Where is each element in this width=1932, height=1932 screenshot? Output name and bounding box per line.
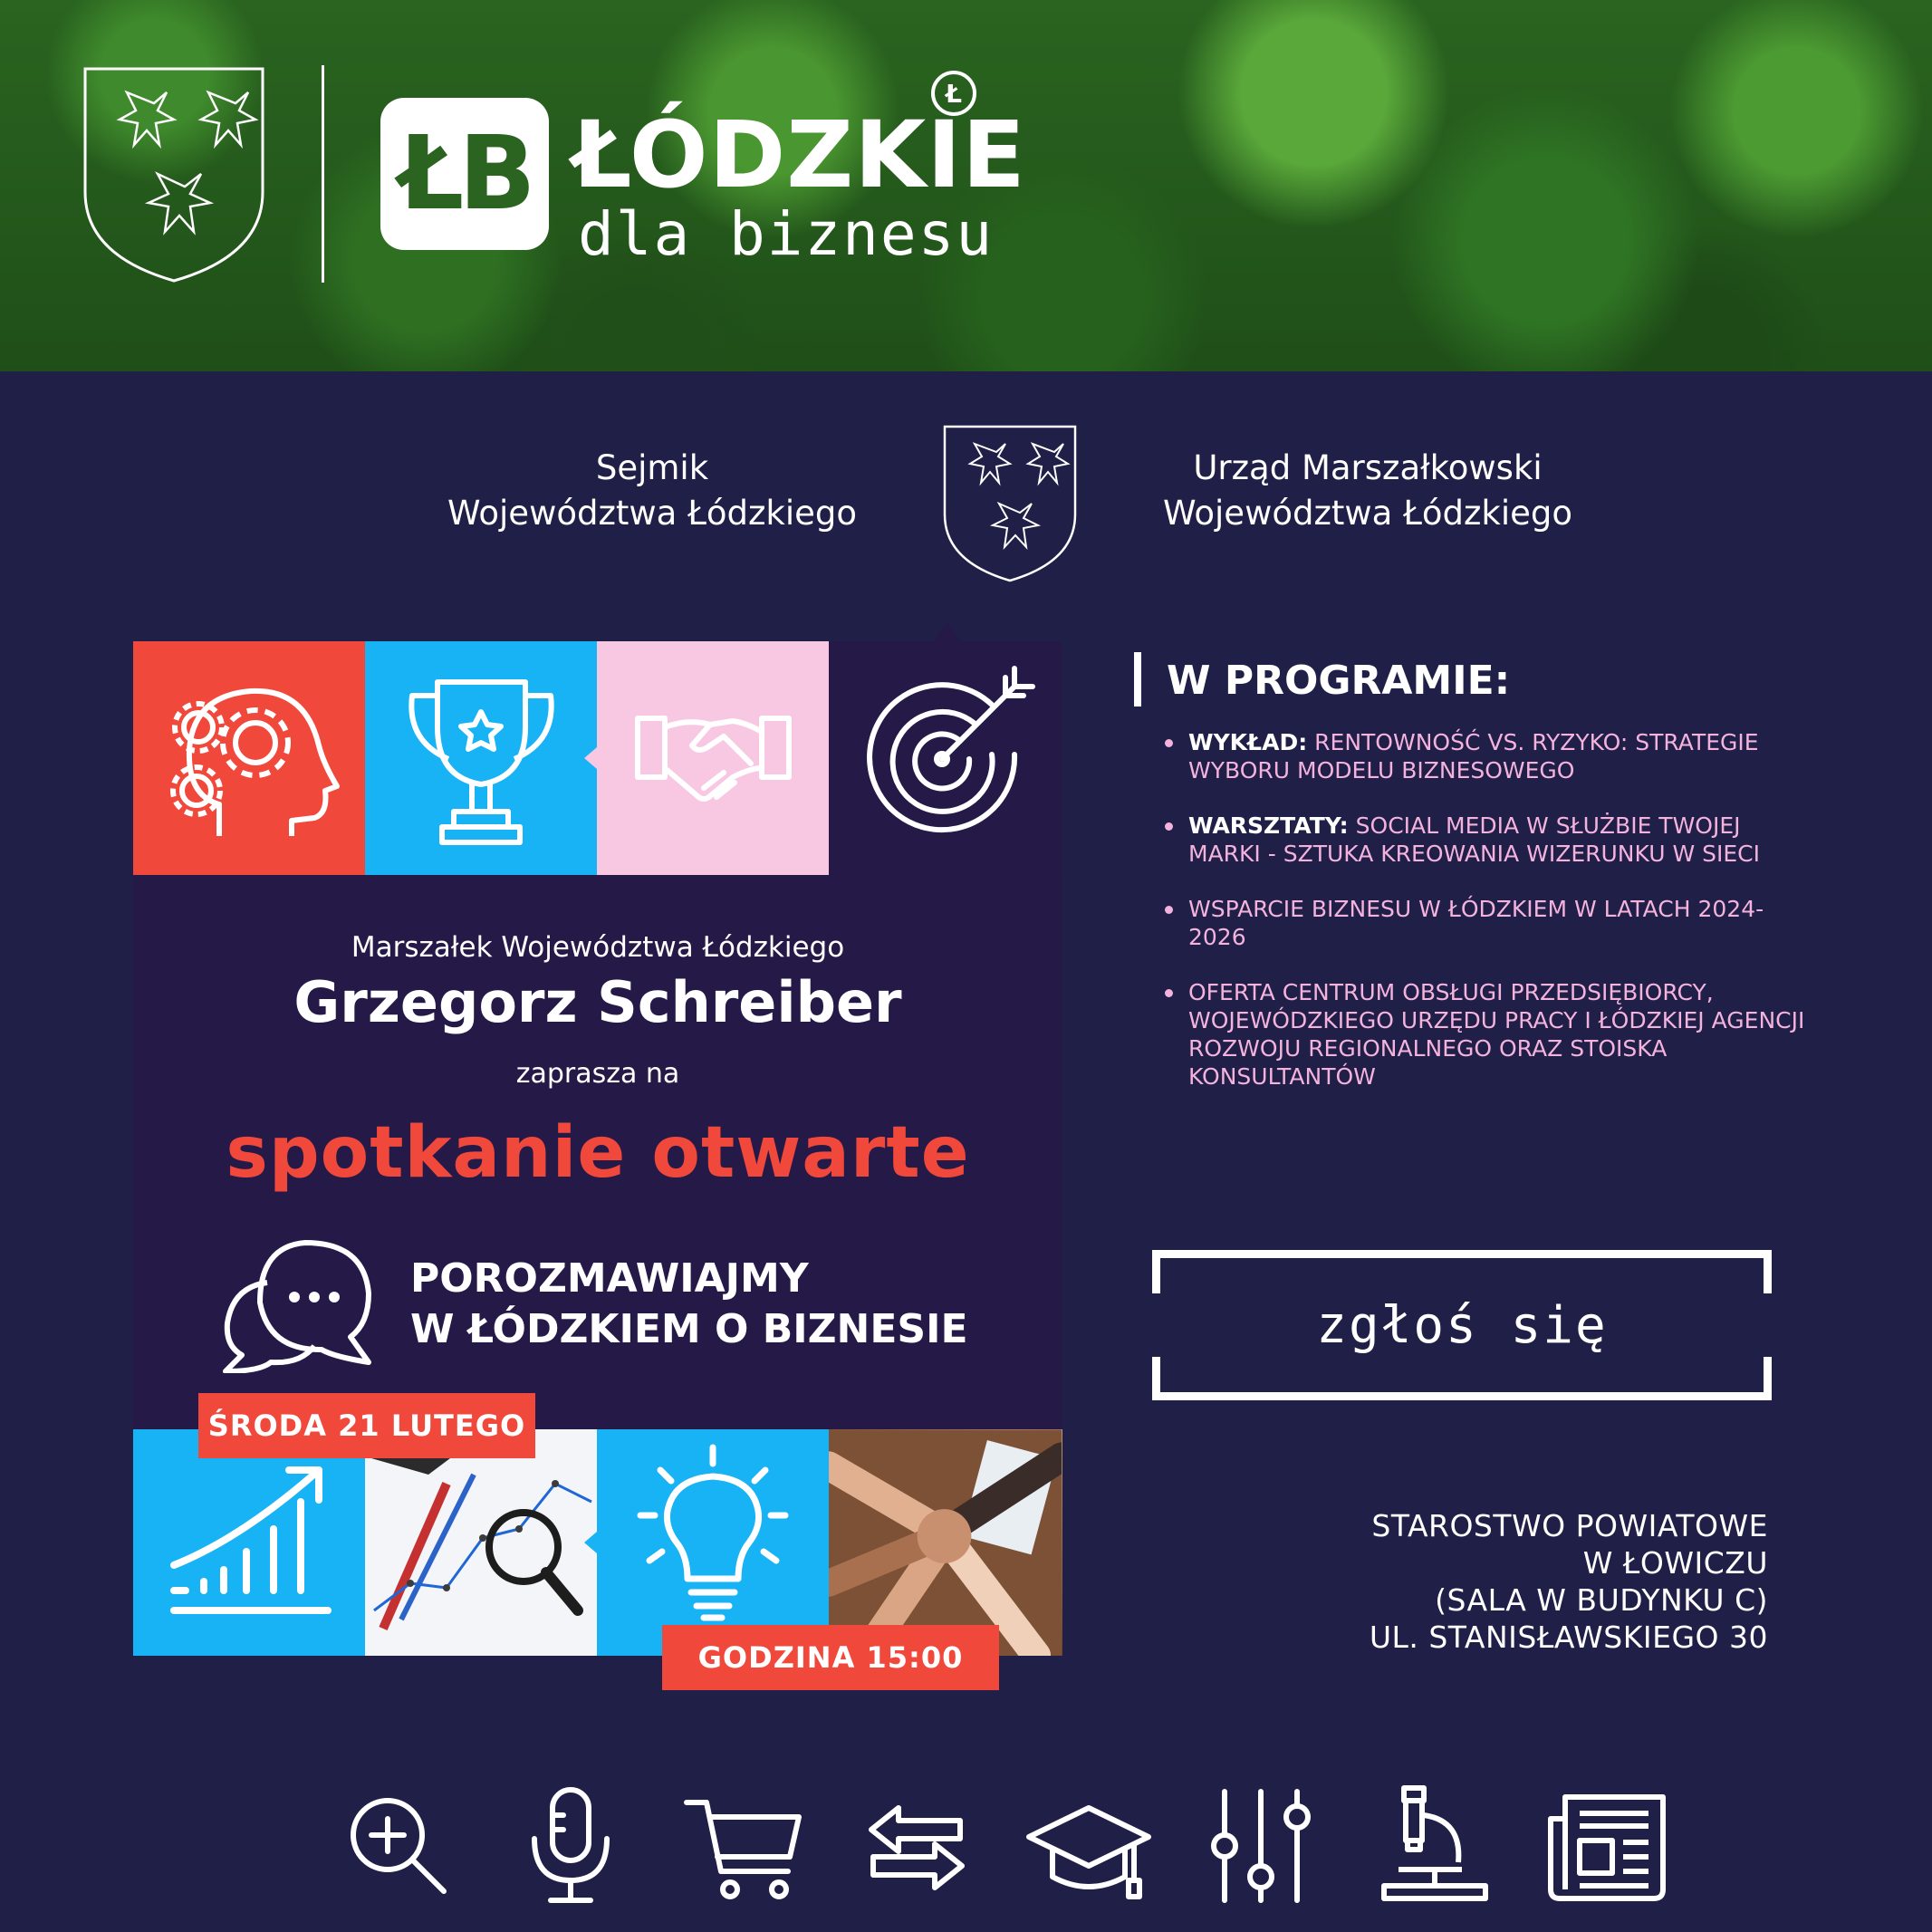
programme-item: [1163, 812, 1815, 868]
trophy-icon: [365, 641, 598, 875]
programme-item-label: WARSZTATY:: [1188, 812, 1349, 839]
programme-item: [1163, 895, 1815, 951]
graduation-cap-icon: [1025, 1783, 1152, 1909]
programme-item-text: RENTOWNOŚĆ VS. RYZYKO: STRATEGIE WYBORU MODELU BIZNESOWEGO: [1188, 729, 1759, 783]
invitation-host-name: Grzegorz Schreiber: [293, 969, 902, 1035]
programme-accent-bar: [1134, 652, 1141, 706]
authority-sejmik: [399, 446, 906, 536]
handshake-tile: [597, 641, 830, 875]
joined-hands-photo: [829, 1429, 1062, 1656]
chat-bubbles-icon: [215, 1237, 378, 1373]
venue-line2: W ŁOWICZU: [1582, 1545, 1768, 1581]
brand-registered-mark: Ł: [931, 71, 976, 116]
venue-line1: STAROSTWO POWIATOWE: [1371, 1508, 1768, 1543]
programme-heading: W PROGRAMIE:: [1167, 658, 1511, 704]
microphone-icon: [507, 1783, 634, 1909]
lightbulb-tile: [597, 1429, 830, 1656]
venue-address: [1177, 1507, 1768, 1656]
invitation-verb: zaprasza na: [515, 1058, 680, 1090]
head-gears-tile: [133, 641, 366, 875]
register-button[interactable]: [1152, 1250, 1772, 1400]
programme-item-text: SOCIAL MEDIA W SŁUŻBIE TWOJEJ MARKI - SZTUKA KREOWANIA WIZERUNKU W SIECI: [1188, 812, 1760, 867]
newspaper-icon: [1543, 1783, 1670, 1909]
tile-pointer: [584, 747, 597, 769]
slogan-line1: POROZMAWIAJMY: [410, 1255, 809, 1302]
slogan-line2: W ŁÓDZKIEM O BIZNESIE: [410, 1306, 968, 1352]
programme-item-label: WYKŁAD:: [1188, 729, 1308, 755]
zoom-in-icon: [335, 1783, 462, 1909]
forest-banner: [0, 0, 1932, 371]
cart-icon: [681, 1783, 808, 1909]
sliders-icon: [1197, 1783, 1324, 1909]
poster-bottom-row: [133, 1429, 1062, 1656]
programme-item: [1163, 728, 1815, 784]
coat-of-arms-icon: [82, 65, 266, 284]
growth-tile: [133, 1429, 366, 1656]
authority-sejmik-line2: Województwa Łódzkiego: [447, 494, 858, 533]
target-arrow-icon: [829, 641, 1062, 875]
event-date-badge: ŚRODA 21 LUTEGO: [198, 1393, 535, 1458]
tile-pointer: [584, 1532, 597, 1553]
invitation-slogan: [410, 1254, 968, 1355]
brand-title: ŁÓDZKIE: [572, 101, 1026, 209]
trophy-tile: [365, 641, 598, 875]
lodzkie-logo-mark: [380, 98, 549, 250]
banner-divider: [322, 65, 324, 283]
invitation-event-title: spotkanie otwarte: [226, 1112, 970, 1194]
programme-item-text: OFERTA CENTRUM OBSŁUGI PRZEDSIĘBIORCY, WOJEWÓDZKIEGO URZĘDU PRACY I ŁÓDZKIEJ AGENCJI ROZWOJU REGIONALNEGO ORAZ STOISKA KONSULTANTÓW: [1188, 979, 1805, 1090]
event-time-badge: GODZINA 15:00: [662, 1625, 999, 1690]
microscope-icon: [1371, 1783, 1498, 1909]
programme-item: [1163, 978, 1815, 1091]
register-button-label: zgłoś się: [1316, 1295, 1608, 1355]
growth-chart-icon: [133, 1429, 366, 1656]
coat-of-arms-icon: [942, 424, 1078, 583]
authority-urzad-line1: Urząd Marszałkowski: [1193, 448, 1543, 487]
authority-sejmik-line1: Sejmik: [595, 448, 709, 487]
event-poster: [133, 641, 1062, 1675]
invitation-panel: [133, 875, 1062, 1429]
target-tile: [829, 641, 1062, 875]
authority-urzad-line2: Województwa Łódzkiego: [1162, 494, 1573, 533]
programme-item-text: WSPARCIE BIZNESU W ŁÓDZKIEM W LATACH 2024-2026: [1188, 896, 1764, 950]
document-chart-illustration: [365, 1429, 598, 1656]
joined-hands-illustration: [829, 1429, 1062, 1656]
authority-urzad: [1096, 446, 1639, 536]
exchange-arrows-icon: [853, 1783, 980, 1909]
magnifier-document-photo: [365, 1429, 598, 1656]
head-gears-icon: [133, 641, 366, 875]
venue-line3: (SALA W BUDYNKU C): [1435, 1582, 1768, 1618]
poster-notch: [935, 621, 960, 641]
lodzkie-logo-letters: ŁB: [399, 115, 531, 233]
invitation-role: Marszałek Województwa Łódzkiego: [351, 931, 845, 964]
programme-list: [1163, 728, 1815, 1118]
venue-line4: UL. STANISŁAWSKIEGO 30: [1369, 1620, 1768, 1655]
brand-subtitle: dla biznesu: [578, 199, 995, 269]
handshake-icon: [597, 641, 830, 875]
bottom-icon-row: [335, 1783, 1676, 1909]
lightbulb-icon: [597, 1429, 830, 1656]
